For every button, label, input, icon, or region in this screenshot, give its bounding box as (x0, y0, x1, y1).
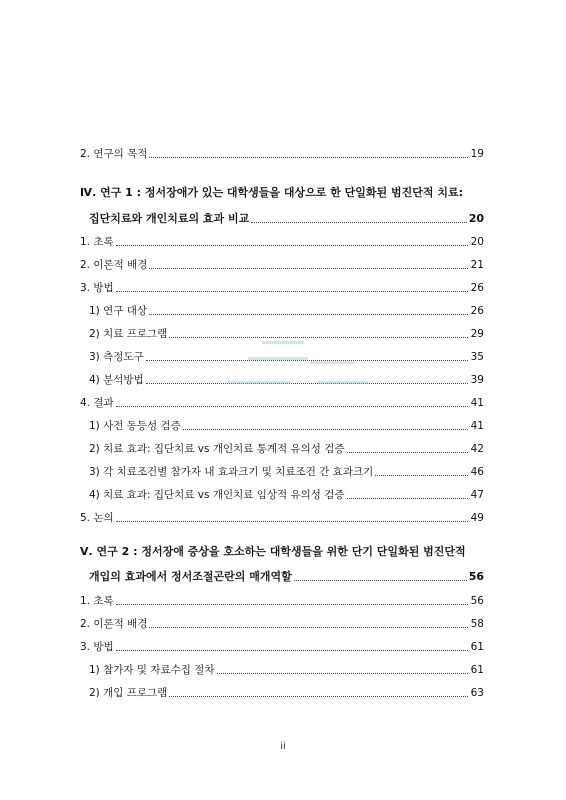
toc-entry-page: 56 (470, 595, 484, 607)
toc-entry-title: 1) 사전 동등성 검증 (89, 420, 181, 432)
toc-entry[interactable] (80, 233, 484, 249)
leader-dots (217, 672, 468, 674)
toc-entry-page: 26 (470, 305, 484, 317)
chapter-page: 56 (468, 570, 484, 583)
toc-entry-title: 3) 측정도구 (89, 351, 144, 363)
leader-dots (116, 520, 468, 522)
leader-dots (169, 695, 468, 697)
leader-dots (149, 313, 468, 315)
toc-entry-title: 2) 치료 효과: 집단치료 vs 개인치료 통계적 유의성 검증 (89, 443, 345, 455)
toc-subentry[interactable] (89, 463, 484, 479)
toc-entry-title: 1) 참가자 및 자료수집 절차 (89, 664, 215, 676)
toc-entry-title: 4) 분석방법 (89, 374, 144, 386)
leader-dots (375, 474, 468, 476)
toc-entry-title: 2) 치료 프로그램 (89, 328, 168, 340)
toc-entry-title: 2. 연구의 목적 (80, 148, 148, 160)
chapter-page: 20 (468, 212, 484, 225)
chapter-heading-line1: Ⅳ. 연구 1 : 정서장애가 있는 대학생들을 대상으로 한 단일화된 범진단적 치료: (80, 186, 463, 199)
toc-entry[interactable] (80, 256, 484, 272)
leader-dots (116, 405, 468, 407)
toc-entry-page: 41 (470, 397, 484, 409)
leader-dots (116, 649, 468, 651)
toc-subentry[interactable] (89, 302, 484, 318)
toc-entry-title: 2) 개입 프로그램 (89, 687, 168, 699)
toc-entry[interactable] (80, 592, 484, 608)
toc-entry-page: 63 (470, 687, 484, 699)
toc-subentry[interactable] (89, 440, 484, 456)
toc-entry-title: 5. 논의 (80, 512, 114, 524)
page-number: ii (280, 741, 286, 752)
toc-entry-page: 58 (470, 618, 484, 630)
toc-entry-page: 46 (470, 466, 484, 478)
watermark-logo (228, 335, 368, 395)
toc-entry[interactable] (80, 509, 484, 525)
toc-entry-title: 3. 방법 (80, 282, 114, 294)
toc-entry-title: 3) 각 치료조건별 참가자 내 효과크기 및 치료조건 간 효과크기 (89, 466, 374, 478)
toc-entry-page: 35 (470, 351, 484, 363)
toc-entry-title: 3. 방법 (80, 641, 114, 653)
chapter-heading-v[interactable] (80, 545, 484, 561)
leader-dots (347, 451, 468, 453)
toc-entry-page: 39 (470, 374, 484, 386)
toc-subentry[interactable] (89, 486, 484, 502)
toc-subentry[interactable] (89, 684, 484, 700)
leader-dots (116, 244, 468, 246)
chapter-heading-iv-continued[interactable] (89, 210, 484, 226)
leader-dots (183, 428, 468, 430)
toc-entry[interactable] (80, 615, 484, 631)
toc-entry-title: 4. 결과 (80, 397, 114, 409)
leader-dots (149, 267, 468, 269)
toc-entry-page: 61 (470, 664, 484, 676)
toc-entry-title: 1. 초록 (80, 236, 114, 248)
leader-dots (347, 497, 468, 499)
toc-entry-page: 61 (470, 641, 484, 653)
toc-entry-page: 26 (470, 282, 484, 294)
toc-entry[interactable] (80, 394, 484, 410)
toc-entry-title: 4) 치료 효과: 집단치료 vs 개인치료 임상적 유의성 검증 (89, 489, 345, 501)
toc-entry-page: 29 (470, 328, 484, 340)
chapter-heading-line2: 개입의 효과에서 정서조절곤란의 매개역할 (89, 570, 292, 583)
chapter-heading-v-continued[interactable] (89, 568, 484, 584)
toc-entry-title: 2. 이론적 배경 (80, 618, 148, 630)
chapter-heading-line2: 집단치료와 개인치료의 효과 비교 (89, 212, 250, 225)
toc-entry-page: 20 (470, 236, 484, 248)
toc-entry-page: 42 (470, 443, 484, 455)
leader-dots (294, 579, 467, 581)
toc-entry-page: 49 (470, 512, 484, 524)
toc-entry[interactable] (80, 145, 484, 161)
toc-entry-title: 1) 연구 대상 (89, 305, 148, 317)
chapter-heading-iv[interactable] (80, 186, 484, 202)
leader-dots (149, 626, 468, 628)
toc-entry-title: 1. 초록 (80, 595, 114, 607)
toc-subentry[interactable] (89, 417, 484, 433)
toc-entry-title: 2. 이론적 배경 (80, 259, 148, 271)
leader-dots (149, 156, 468, 158)
toc-subentry[interactable] (89, 661, 484, 677)
toc-entry-page: 41 (470, 420, 484, 432)
chapter-heading-line1: Ⅴ. 연구 2 : 정서장애 증상을 호소하는 대학생들을 위한 단기 단일화된 범진단적 (80, 545, 466, 558)
toc-entry-page: 19 (470, 148, 484, 160)
toc-entry-page: 47 (470, 489, 484, 501)
leader-dots (251, 221, 466, 223)
toc-entry[interactable] (80, 638, 484, 654)
toc-entry-page: 21 (470, 259, 484, 271)
leader-dots (116, 603, 468, 605)
toc-entry[interactable] (80, 279, 484, 295)
leader-dots (116, 290, 468, 292)
